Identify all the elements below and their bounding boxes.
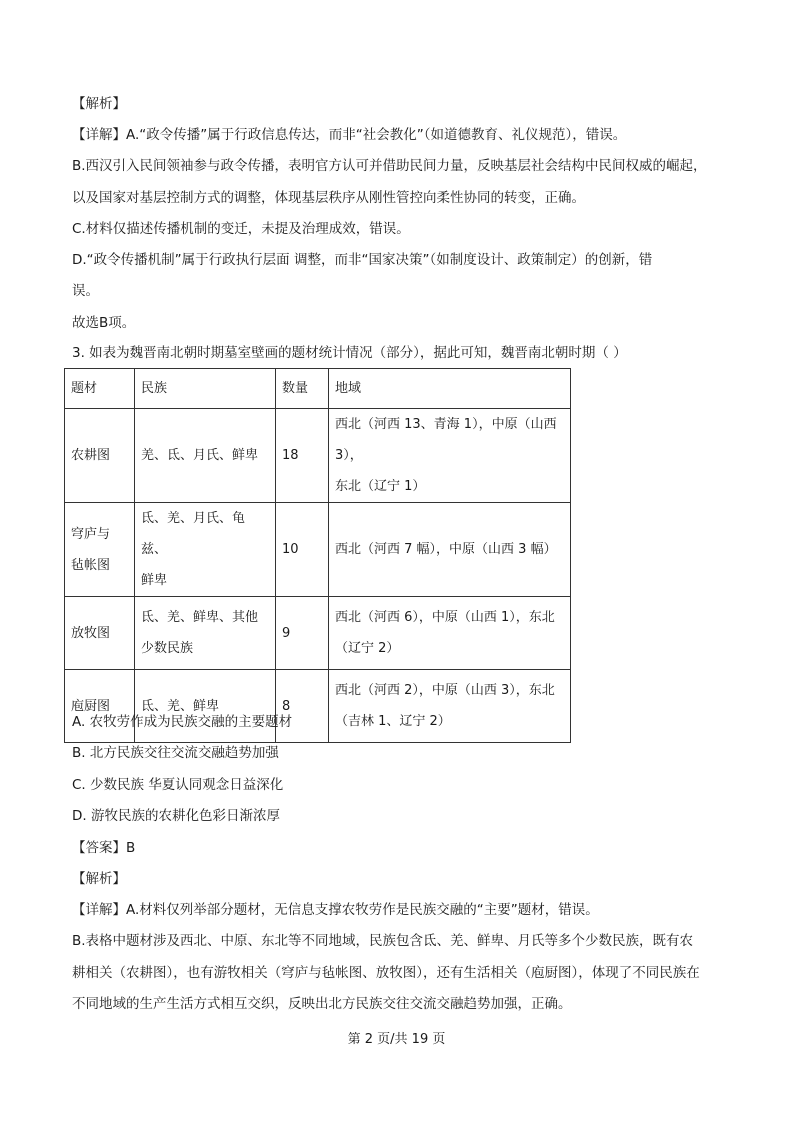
table-cell-count: 8 [276,670,329,743]
cell-text: 羌、氐、月氏、鲜卑 [141,448,259,463]
answer-label: 【答案】B [72,840,136,856]
detail-line-b2: 耕相关（农耕图），也有游牧相关（穹庐与毡帐图、放牧图），还有生活相关（庖厨图），体现了不同民族在 [72,965,700,981]
table-row [65,503,571,597]
table-cell-count: 18 [276,409,329,503]
option-b: B. 北方民族交往交流交融趋势加强 [72,745,279,761]
cell-text: 西北（河西 7 幅），中原（山西 3 幅） [335,542,557,557]
table-cell-ethnic [135,409,276,503]
table-cell-region [329,597,571,670]
cell-text: （吉林 1、辽宁 2） [335,714,451,729]
cell-text: 西北（河西 13、青海 1），中原（山西 3）， [335,417,557,463]
table-cell-ethnic [135,503,276,597]
cell-text: 农耕图 [71,448,111,463]
detail-line-a: 【详解】A.材料仅列举部分题材，无信息支撑农牧劳作是民族交融的“主要”题材，错误。 [72,902,599,918]
table-header: 数量 [276,369,329,409]
cell-text: 西北（河西 6），中原（山西 1），东北 [335,610,555,625]
table-cell-subject [65,409,135,503]
option-a: A. 农牧劳作成为民族交融的主要题材 [72,714,293,730]
table-row [65,409,571,503]
cell-text: 放牧图 [71,625,111,641]
table-header: 地域 [329,369,571,409]
cell-text: 毡帐图 [71,557,111,573]
cell-text: （辽宁 2） [335,641,400,656]
cell-text: 氐、羌、月氏、龟兹、 [141,511,246,557]
table-cell-region [329,409,571,503]
cell-text: 庖厨图 [71,698,111,714]
data-table [64,368,571,743]
answer-choice-line: 故选B项。 [72,315,136,331]
table-cell-subject [65,503,135,597]
detail-line-d1: D.“政令传播机制”属于行政执行层面 调整，而非“国家决策”（如制度设计、政策制定）的创新，错 [72,252,653,268]
cell-text: 东北（辽宁 1） [335,479,426,494]
cell-text: 穹庐与 [71,526,111,542]
detail-line-a: 【详解】A.“政令传播”属于行政信息传达，而非“社会教化”（如道德教育、礼仪规范），错误。 [72,127,627,143]
option-d: D. 游牧民族的农耕化色彩日渐浓厚 [72,808,280,824]
detail-line-c: C.材料仅描述传播机制的变迁，未提及治理成效，错误。 [72,221,410,237]
cell-text: 氐、羌、鲜卑、其他 [141,610,259,625]
table-cell-subject [65,597,135,670]
table-header: 题材 [65,369,135,409]
cell-text: 氐、羌、鲜卑 [141,698,220,714]
cell-text: 西北（河西 2），中原（山西 3），东北 [335,683,555,698]
page-footer: 第 2 页/共 19 页 [347,1032,446,1047]
table-cell-region [329,503,571,597]
table-header: 民族 [135,369,276,409]
cell-text: 鲜卑 [141,573,168,588]
detail-line-b1: B.西汉引入民间领袖参与政令传播，表明官方认可并借助民间力量，反映基层社会结构中民间权威的崛起， [72,158,707,174]
cell-text: 少数民族 [141,641,194,656]
detail-line-b3: 不同地域的生产生活方式相互交织，反映出北方民族交往交流交融趋势加强，正确。 [72,996,572,1012]
question-3: 3. 如表为魏晋南北朝时期墓室壁画的题材统计情况（部分），据此可知，魏晋南北朝时期（ ） [72,345,627,361]
detail-line-d2: 误。 [72,283,99,299]
table-cell-count: 9 [276,597,329,670]
table-cell-ethnic [135,597,276,670]
table-header-row [65,369,571,409]
table-cell-count: 10 [276,503,329,597]
analysis-label: 【解析】 [72,871,126,887]
table-row [65,597,571,670]
option-c: C. 少数民族 华夏认同观念日益深化 [72,777,284,793]
detail-line-b2: 以及国家对基层控制方式的调整，体现基层秩序从刚性管控向柔性协同的转变，正确。 [72,190,585,206]
detail-line-b1: B.表格中题材涉及西北、中原、东北等不同地域，民族包含氐、羌、鲜卑、月氏等多个少数民族，既有农 [72,933,694,949]
table-cell-region [329,670,571,743]
analysis-label: 【解析】 [72,96,126,112]
